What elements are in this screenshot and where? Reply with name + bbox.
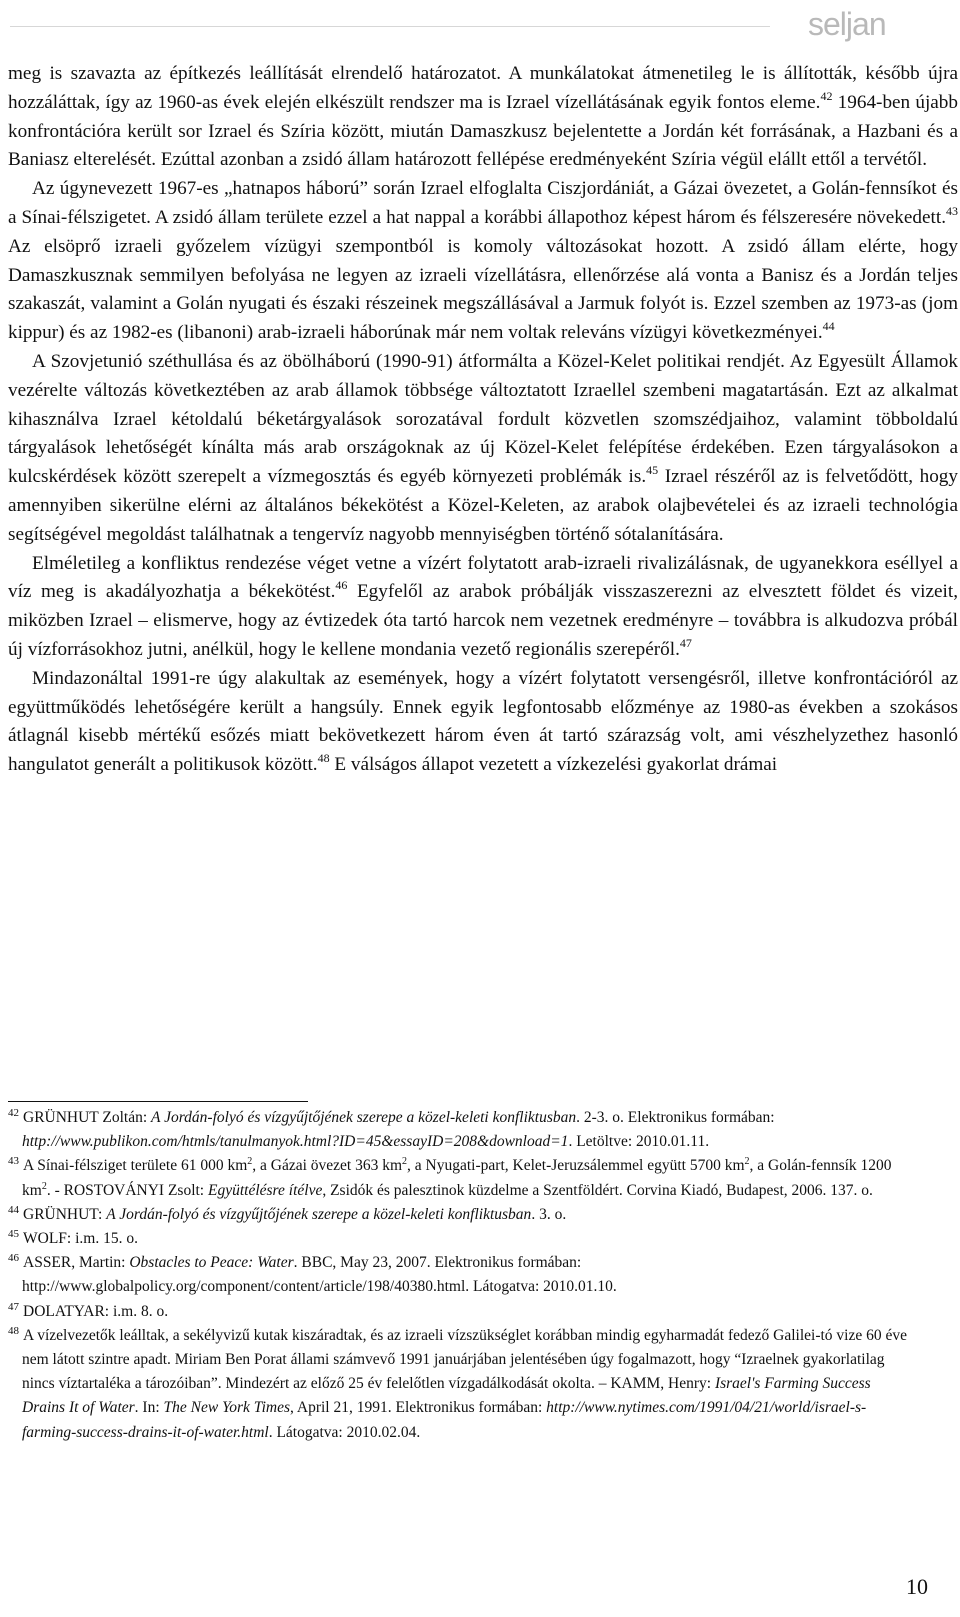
footnote-48: $^{48}$ A vízelvezetők leálltak, a sekélyvizű kutak kiszáradtak, és az izraeli vízszükséglet korábban mindig egyharmadát fedező Galilei-tó vize 60 éve nem látott szintre apadt. Miriam Ben Porat állami számvevő 1991 januárjában jelentésében úgy fogalmazott, hogy “Izraelnek gyakorlatilag nincs víztartaléka a tározóiban”. Mindezért az előző 25 év felelőtlen vízgadálkodását okolta. – KAMM, Henry: Israel's Farming Success Drains It of Water. In: The New York Times, April 21, 1991. Elektronikus formában: http://www.nytimes.com/1991/04/21/world/israel-s-farming-success-drains-it-of-water.html. Látogatva: 2010.02.04. [8, 1324, 907, 1441]
footnote-42-link[interactable]: http://www.publikon.com/htmls/tanulmanyok.html?ID=45&essayID=208&download=1 [22, 1133, 569, 1151]
publisher-logo: seljan [808, 6, 886, 42]
footnote-47: $^{47}$ DOLATYAR: i.m. 8. o. [8, 1300, 169, 1320]
footnote-ref-44[interactable]: 44 [822, 319, 835, 334]
footnote-ref-43[interactable]: 43 [946, 203, 958, 218]
paragraph-1: meg is szavazta az építkezés leállítását elrendelő határozatot. A munkálatokat átmenetileg le is állították, később újra hozzáláttak, így az 1960-as évek elején elkészült rendszer ma is Izrael vízellátásának egyik fontos eleme.$^{42}$ 1964-ben újabb konfrontációra került sor Izrael és Szíria között, miután Damaszkusz bejelentette a Jordán két forrásának, a Hazbani és a Baniasz elterelését. Ezúttal azonban a zsidó állam határozott fellépése eredményeként Szíria végül elállt ettől a tervétől. [8, 63, 958, 171]
footnote-46: $^{46}$ ASSER, Martin: Obstacles to Peace: Water. BBC, May 23, 2007. Elektronikus formában: http://www.globalpolicy.org/component/content/article/198/40380.html. Látogatva: 2010.01.10. [8, 1252, 617, 1296]
footnote-44: $^{44}$ GRÜNHUT: A Jordán-folyó és vízgyűjtőjének szerepe a közel-keleti konfliktusban. 3. o. [8, 1203, 567, 1223]
footnotes [8, 1106, 908, 1445]
footnote-ref-45[interactable]: 45 [646, 463, 659, 478]
paragraph-5: Mindazonáltal 1991-re úgy alakultak az események, hogy a vízért folytatott versengésről, illetve konfrontációról az együttműködés lehetőségére került a hangsúly. Ennek egyik legfontosabb előzménye az 1980-as években a szokásos átlagnál kisebb mértékű esőzés miatt bekövetkezett három éven át tartó szárazság volt, ami vészhelyzethez hasonló hangulatot generált a politikusok között.$^{48}$ E válságos állapot vezetett a vízkezelési gyakorlat drámai [8, 667, 958, 776]
footnote-ref-46[interactable]: 46 [335, 578, 348, 593]
paragraph-3: A Szovjetunió széthullása és az öbölháború (1990-91) átformálta a Közel-Kelet politikai rendjét. Az Egyesült Államok vezérelte változás következtében az arab államok többsége változtatott Izraellel szembeni magatartásán. Ezt az alkalmat kihasználva Izrael kétoldalú béketárgyalások sorozatával fordult közvetlen szomszédjaihoz, valamint többoldalú tárgyalások lehetőségét kínálta más arab országoknak az új Közel-Kelet felépítése érdekében. Ezen tárgyalásokon a kulcskérdések között szerepelt a vízmegosztás és egyéb környezeti problémák is.$^{45}$ Izrael részéről az is felvetődött, hogy amennyiben sikerülne elérni az általános békekötést a Közel-Keleten, az arabok olajbevételei és az izraeli technológia segítségével megoldást találhatnak a tengervíz nagyobb mennyiségben történő sótalanítására. [8, 350, 958, 545]
footnote-separator [8, 1101, 308, 1102]
footnote-ref-42[interactable]: 42 [820, 88, 833, 103]
footnote-43: $^{43}$ A Sínai-félsziget területe 61 000 $km^2$, a Gázai övezet 363 $km^2$, a Nyugati-part, Kelet-Jeruzsálemmel együtt 5700 $km^2$, a Golán-fennsík 1200 $km^2$. - ROSTOVÁNYI Zsolt: Együttélésre ítélve, Zsidók és palesztinok küzdelme a Szentföldért. Corvina Kiadó, Budapest, 2006. 137. o. [8, 1155, 892, 1199]
footnote-45: $^{45}$ WOLF: i.m. 15. o. [8, 1228, 138, 1248]
paragraph-4: Elméletileg a konfliktus rendezése véget vetne a vízért folytatott arab-izraeli rivalizálásnak, de ugyanekkora eséllyel a víz meg is akadályozhatja a békekötést.$^{46}$ Egyfelől az arabok próbálják visszaszerezni az elvesztett földet és vizeit, miközben Izrael – elismerve, hogy az évtizedek óta tartó harcok nem vezetnek eredményre – továbbra is alkudozva próbál új vízforrásokhoz jutni, anélkül, hogy le kellene mondania vezető regionális szerepéről.$^{47}$ [8, 552, 958, 660]
paragraph-2: Az úgynevezett 1967-es „hatnapos háború” során Izrael elfoglalta Ciszjordániát, a Gázai övezetet, a Golán-fennsíkot és a Sínai-félszigetet. A zsidó állam területe ezzel a hat nappal a korábbi állapothoz képest három és félszeresére növekedett.$^{43}$ Az elsöprő izraeli győzelem vízügyi szempontból is komoly változásokat hozott. A zsidó állam elérte, hogy Damaszkusznak semmilyen befolyása ne legyen az izraeli vízellátásra, ellenőrzése alá vonta a Banisz és a Jordán teljes szakaszát, valamint a Golán nyugati és északi részeinek megszállásával a Jarmuk folyót is. Ezzel szemben az 1973-as (jom kippur) és az 1982-es (libanoni) arab-izraeli háborúnak már nem voltak releváns vízügyi következményei.$^{44}$ [8, 178, 958, 344]
footnote-ref-48[interactable]: 48 [317, 751, 330, 766]
footnote-42: $^{42}$ GRÜNHUT Zoltán: A Jordán-folyó és vízgyűjtőjének szerepe a közel-keleti konfliktusban. 2-3. o. Elektronikus formában: http://www.publikon.com/htmls/tanulmanyok.html?ID=45&essayID=208&download=1. Letöltve: 2010.01.11. [8, 1107, 775, 1151]
footnote-48-link[interactable]: http://www.nytimes.com/1991/04/21/world/israel-s-farming-success-drains-it-of-water.html [22, 1399, 867, 1441]
header-rule [10, 26, 770, 27]
footnote-ref-47[interactable]: 47 [679, 635, 692, 650]
page-number: 10 [906, 1574, 928, 1599]
body-text [8, 60, 958, 780]
